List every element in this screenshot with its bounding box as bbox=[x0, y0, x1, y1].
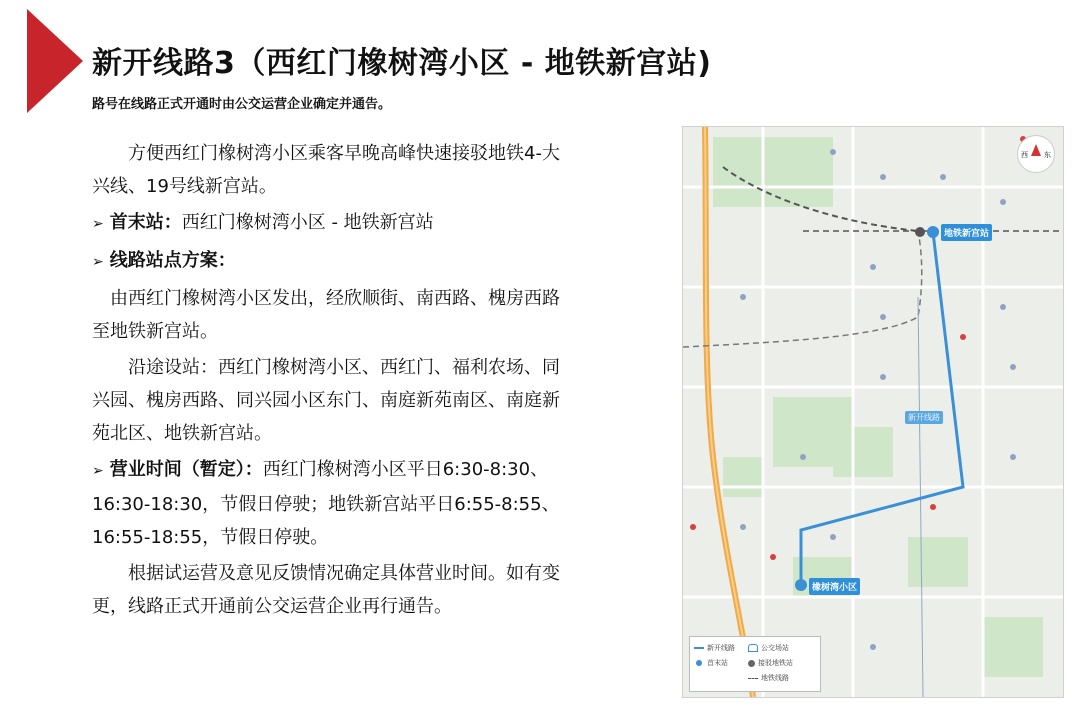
title-accent-triangle bbox=[27, 9, 83, 113]
legend-bus-yard-label: 公交场站 bbox=[761, 644, 789, 652]
hours-label: 营业时间（暂定）： bbox=[109, 459, 263, 480]
compass-icon bbox=[1017, 135, 1055, 173]
legend-terminal bbox=[694, 658, 728, 668]
route-item bbox=[92, 244, 562, 279]
intro-paragraph: 方便西红门橡树湾小区乘客早晚高峰快速接驳地铁4-大兴线、19号线新宫站。 bbox=[92, 143, 560, 197]
content-body bbox=[92, 137, 562, 626]
bus-yard-icon bbox=[748, 644, 758, 652]
legend-new-line-label: 新开线路 bbox=[707, 644, 735, 652]
bullet-arrow-icon: ➢ bbox=[92, 216, 104, 232]
route-map bbox=[682, 126, 1064, 698]
bullet-arrow-icon: ➢ bbox=[92, 254, 104, 270]
legend-subway-line-label: 地铁线路 bbox=[761, 674, 789, 682]
route-line-label: 新开线路 bbox=[905, 411, 943, 424]
legend-subway-line bbox=[748, 673, 789, 683]
slide-subtitle: 路号在线路正式开通时由公交运营企业确定并通告。 bbox=[92, 97, 392, 112]
new-line-swatch-icon bbox=[694, 647, 704, 649]
terminal-dot-icon bbox=[696, 660, 702, 666]
legend-terminal-label: 首末站 bbox=[707, 659, 728, 667]
route-paragraph: 由西红门橡树湾小区发出，经欣顺街、南西路、槐房西路至地铁新宫站。 bbox=[92, 288, 560, 342]
start-station-label: 橡树湾小区 bbox=[809, 578, 860, 595]
terminal-label: 首末站： bbox=[109, 212, 182, 233]
note-paragraph: 根据试运营及意见反馈情况确定具体营业时间。如有变更，线路正式开通前公交运营企业再行通告。 bbox=[92, 563, 560, 617]
legend-new-line bbox=[694, 643, 735, 653]
hours-item bbox=[92, 453, 562, 554]
terminal-value: 西红门橡树湾小区 - 地铁新宫站 bbox=[181, 212, 434, 233]
north-arrow-icon bbox=[1031, 144, 1041, 156]
map-legend bbox=[689, 636, 821, 692]
legend-subway-station bbox=[748, 658, 793, 668]
subway-station-icon bbox=[748, 660, 755, 667]
terminal-item bbox=[92, 206, 562, 241]
bullet-arrow-icon: ➢ bbox=[92, 463, 104, 479]
subway-line-swatch-icon bbox=[748, 678, 758, 679]
end-station-label: 地铁新宫站 bbox=[941, 224, 992, 241]
stops-paragraph: 沿途设站：西红门橡树湾小区、西红门、福利农场、同兴园、槐房西路、同兴园小区东门、南庭新苑南区、南庭新苑北区、地铁新宫站。 bbox=[92, 357, 560, 444]
hours-value: 西红门橡树湾小区平日6:30-8:30、16:30-18:30，节假日停驶；地铁新宫站平日6:55-8:55、16:55-18:55，节假日停驶。 bbox=[92, 459, 560, 548]
compass-west: 西 bbox=[1021, 151, 1028, 159]
map-graphic bbox=[683, 127, 1063, 697]
slide-title: 新开线路3（西红门橡树湾小区 - 地铁新宫站) bbox=[92, 46, 712, 81]
route-label: 线路站点方案： bbox=[109, 250, 236, 271]
compass-east: 东 bbox=[1044, 151, 1051, 159]
legend-bus-yard bbox=[748, 643, 789, 653]
legend-subway-station-label: 接驳地铁站 bbox=[758, 659, 793, 667]
